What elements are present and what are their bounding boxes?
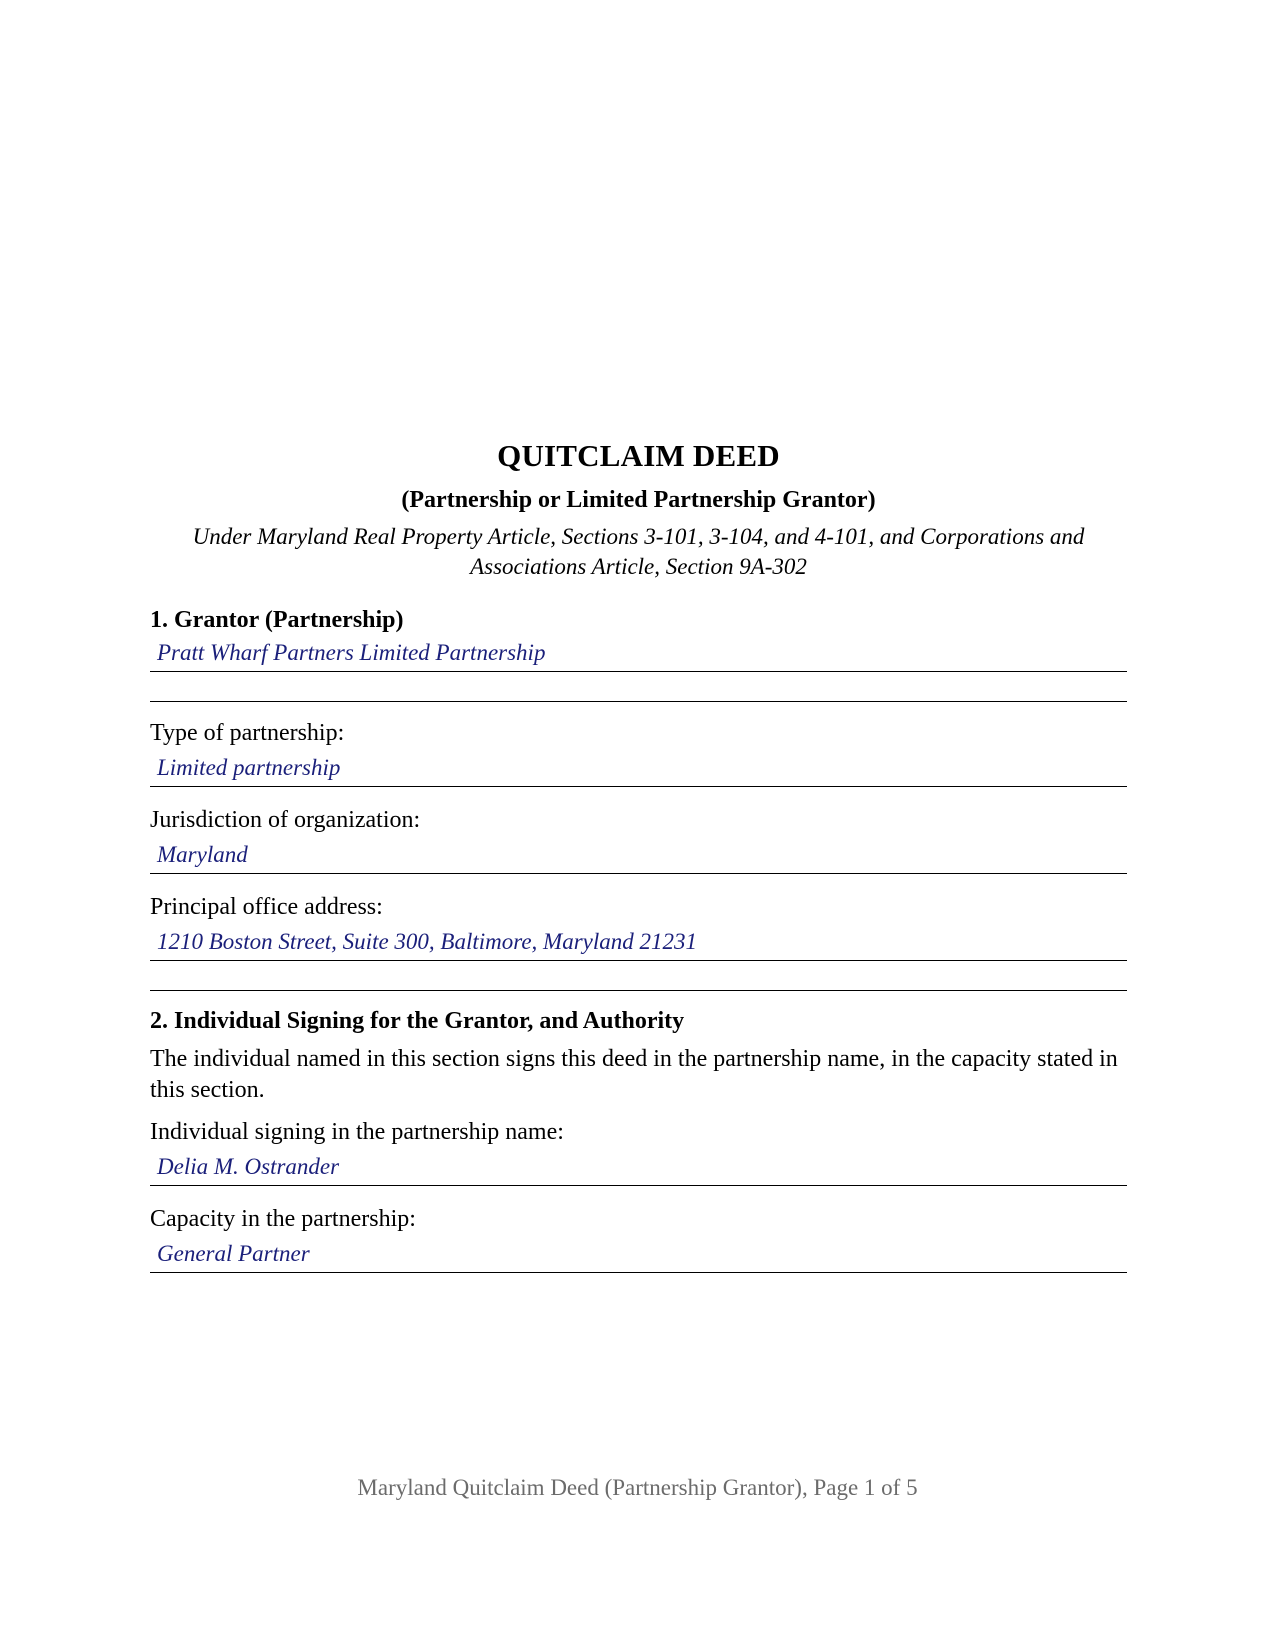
statutory-authority: Under Maryland Real Property Article, Sections 3-101, 3-104, and 4-101, and Corporations and Associations Article, Section 9A-302: [192, 524, 1085, 579]
office-address-label: Principal office address:: [150, 894, 383, 920]
document-title: QUITCLAIM DEED: [497, 438, 780, 473]
office-address-field[interactable]: 1210 Boston Street, Suite 300, Baltimore, Maryland 21231: [150, 925, 1127, 961]
section2-heading: 2. Individual Signing for the Grantor, and Authority: [150, 1008, 685, 1034]
jurisdiction-field[interactable]: Maryland: [150, 838, 1127, 874]
grantor-name-blank-line[interactable]: [150, 700, 1127, 702]
deed-page: [150, 438, 1127, 1273]
partnership-type-field[interactable]: Limited partnership: [150, 751, 1127, 787]
capacity-label: Capacity in the partnership:: [150, 1206, 416, 1232]
capacity-field[interactable]: General Partner: [150, 1237, 1127, 1273]
jurisdiction-label: Jurisdiction of organization:: [150, 807, 421, 833]
section1-heading: 1. Grantor (Partnership): [150, 607, 404, 633]
page-footer: Maryland Quitclaim Deed (Partnership Grantor), Page 1 of 5: [357, 1475, 918, 1500]
grantor-name-field[interactable]: Pratt Wharf Partners Limited Partnership: [150, 636, 1127, 672]
section2-paragraph: The individual named in this section signs this deed in the partnership name, in the capacity stated in this section.: [150, 1046, 1118, 1103]
partnership-type-label: Type of partnership:: [150, 720, 345, 746]
document-subtitle: (Partnership or Limited Partnership Grantor): [401, 487, 876, 513]
signer-label: Individual signing in the partnership name:: [150, 1119, 564, 1145]
signer-field[interactable]: Delia M. Ostrander: [150, 1150, 1127, 1186]
